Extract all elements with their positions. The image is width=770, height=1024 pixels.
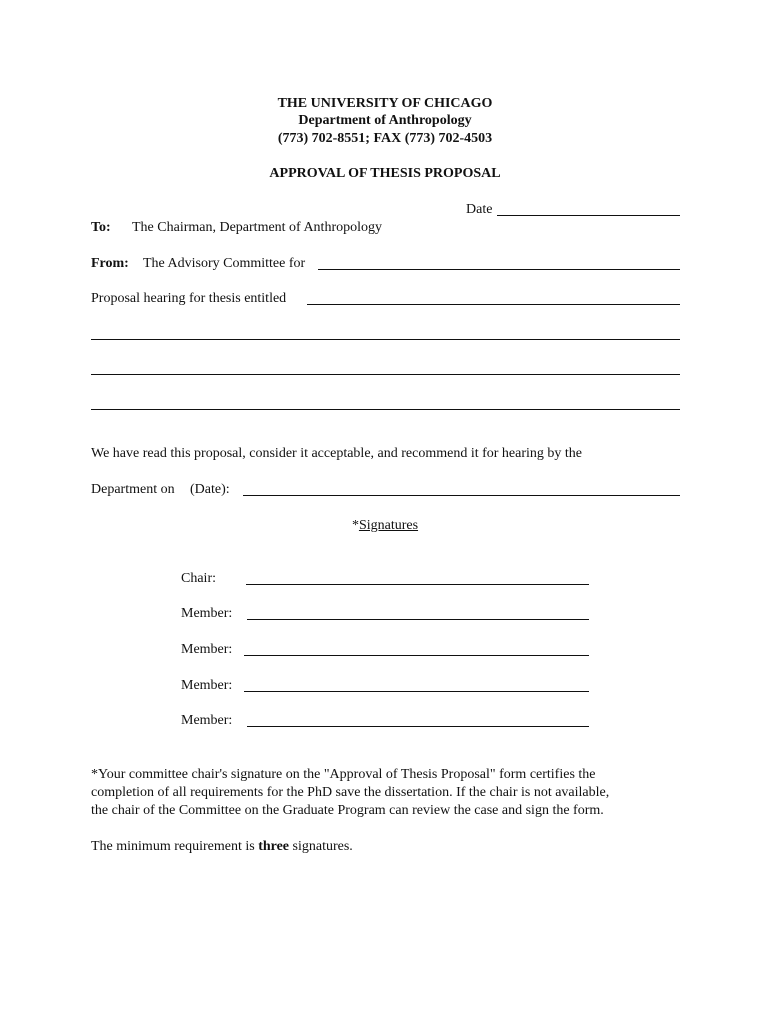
department-date-field[interactable] — [243, 495, 680, 496]
from-field[interactable] — [318, 269, 680, 270]
form-title: APPROVAL OF THESIS PROPOSAL — [269, 166, 501, 181]
minimum-requirement — [91, 838, 353, 855]
proposal-label: Proposal hearing for thesis entitled — [91, 291, 287, 306]
department-on-label: Department on — [91, 482, 175, 497]
member-2-label: Member: — [181, 642, 233, 657]
member-2-signature-line[interactable] — [244, 655, 589, 656]
from-label: From: — [91, 256, 129, 271]
member-3-label: Member: — [181, 678, 233, 693]
signatures-asterisk: * — [351, 518, 359, 533]
footnote-line-1: *Your committee chair's signature on the "Approval of Thesis Proposal" form certifies the — [91, 767, 596, 782]
member-4-signature-line[interactable] — [247, 726, 589, 727]
from-text: The Advisory Committee for — [143, 256, 306, 271]
signatures-heading — [0, 517, 770, 534]
proposal-title-line-4[interactable] — [91, 409, 680, 410]
date-label: Date — [466, 202, 493, 217]
signatures-heading-text: Signatures — [358, 518, 419, 533]
member-4-label: Member: — [181, 713, 233, 728]
institution-name: THE UNIVERSITY OF CHICAGO — [277, 96, 493, 111]
to-label: To: — [91, 220, 111, 235]
proposal-title-line-3[interactable] — [91, 374, 680, 375]
requirement-emphasis: three — [258, 839, 290, 854]
to-value: The Chairman, Department of Anthropology — [132, 220, 382, 235]
chair-signature-line[interactable] — [246, 584, 589, 585]
date-field[interactable] — [497, 215, 680, 216]
requirement-prefix: The minimum requirement is — [91, 839, 259, 854]
contact-info: (773) 702-8551; FAX (773) 702-4503 — [277, 131, 493, 146]
requirement-suffix: signatures. — [289, 839, 353, 854]
member-3-signature-line[interactable] — [244, 691, 589, 692]
member-1-label: Member: — [181, 606, 233, 621]
proposal-title-line-2[interactable] — [91, 339, 680, 340]
footnote-line-3: the chair of the Committee on the Graduate Program can review the case and sign the form. — [91, 803, 604, 818]
proposal-title-field[interactable] — [307, 304, 680, 305]
chair-label: Chair: — [181, 571, 216, 586]
department-date-label: (Date): — [190, 482, 230, 497]
footnote-line-2: completion of all requirements for the PhD save the dissertation. If the chair is not available, — [91, 785, 610, 800]
statement-text: We have read this proposal, consider it acceptable, and recommend it for hearing by the — [91, 446, 583, 461]
department-name: Department of Anthropology — [298, 113, 472, 128]
member-1-signature-line[interactable] — [247, 619, 589, 620]
